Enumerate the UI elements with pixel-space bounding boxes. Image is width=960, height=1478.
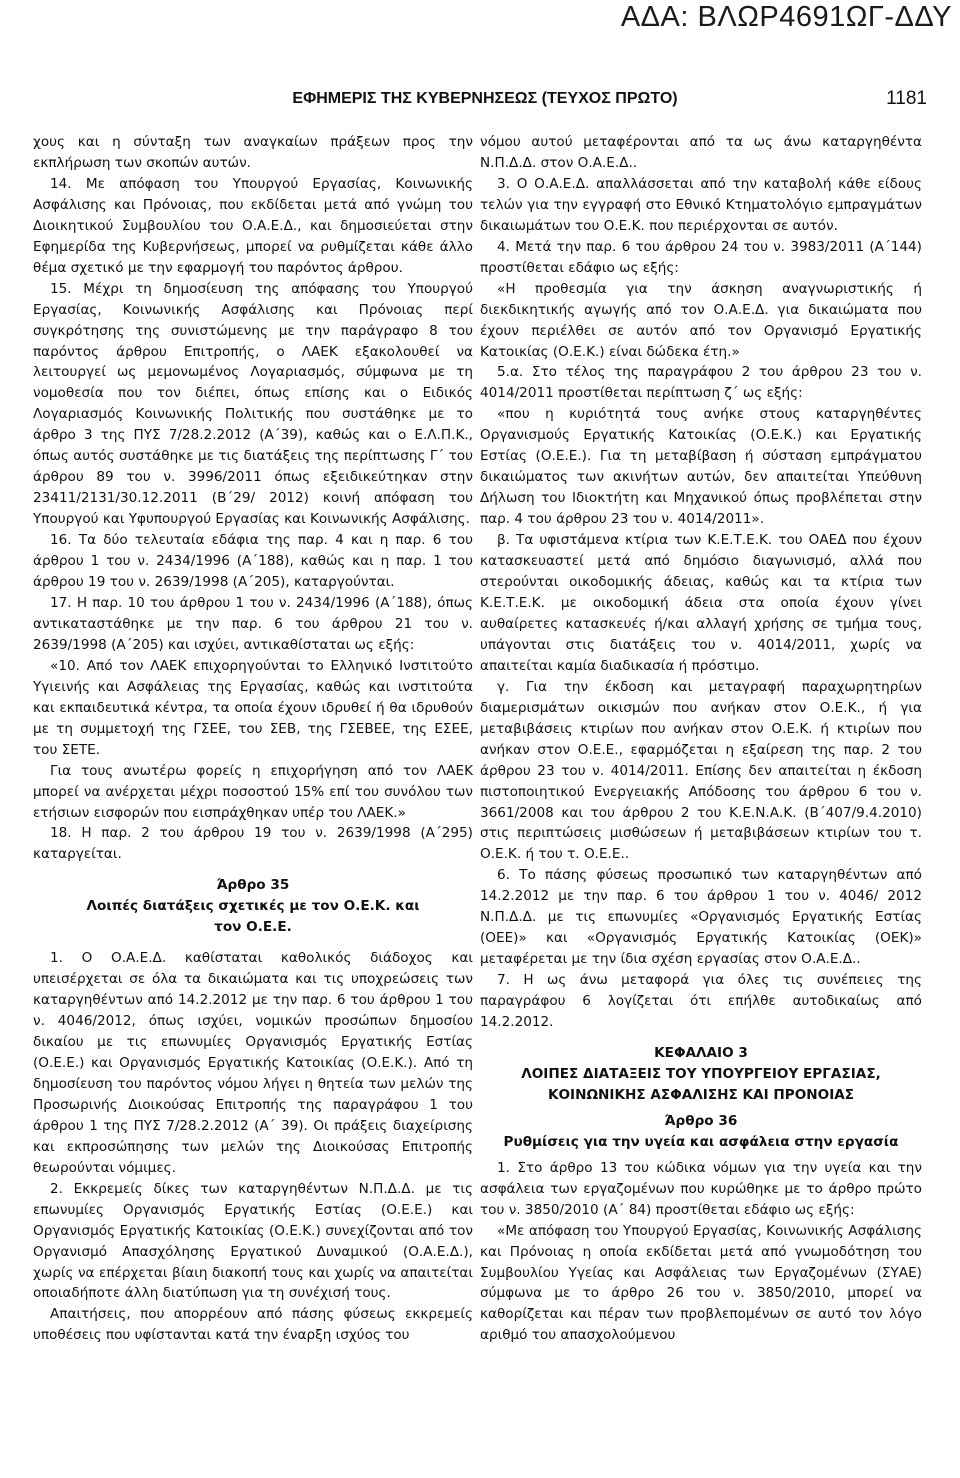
page-header	[0, 88, 960, 112]
paragraph: 6. Το πάσης φύσεως προσωπικό των καταργηθέντων από 14.2.2012 με την παρ. 6 του άρθρου 1 του ν. 4046/ 2012 Ν.Π.Δ.Δ. με τις επωνυμίες «Οργανισμός Εργατικής Εστίας (ΟΕΕ)» και «Οργανισμός Εργατικής Κατοικίας (ΟΕΚ)» μεταφέρεται με την ίδια σχέση εργασίας στον Ο.Α.Ε.Δ..	[480, 867, 922, 968]
right-column	[480, 132, 922, 1346]
chapter-subtitle: ΛΟΙΠΕΣ ΔΙΑΤΑΞΕΙΣ ΤΟΥ ΥΠΟΥΡΓΕΙΟΥ ΕΡΓΑΣΙΑΣ, ΚΟΙΝΩΝΙΚΗΣ ΑΣΦΑΛΙΣΗΣ ΚΑΙ ΠΡΟΝΟΙΑΣ	[521, 1065, 881, 1103]
paragraph: Απαιτήσεις, που απορρέουν από πάσης φύσεως εκκρεμείς υποθέσεις που υφίστανται κατά την έναρξη ισχύος του	[33, 1306, 473, 1344]
paragraph: 17. Η παρ. 10 του άρθρου 1 του ν. 2434/1996 (Α΄188), όπως αντικαταστάθηκε με την παρ. 6 του άρθρου 21 του ν. 2639/1998 (Α΄205) και ισχύει, αντικαθίσταται ως εξής:	[33, 594, 473, 653]
paragraph: 2. Εκκρεμείς δίκες των καταργηθέντων Ν.Π.Δ.Δ. με τις επωνυμίες Οργανισμός Εργατικής Εστίας (Ο.Ε.Ε.) και Οργανισμός Εργατικής Κατοικίας (Ο.Ε.Κ.) συνεχίζονται από τον Οργανισμό Απασχόλησης Εργατικού Δυναμικού (Ο.Α.Ε.Δ.), χωρίς να επέρχεται βίαιη διακοπή τους και χωρίς να απαιτείται οποιαδήποτε άλλη διατύπωση για τη συνέχισή τους.	[33, 1180, 473, 1302]
paragraph: 7. Η ως άνω μεταφορά για όλες τις συνέπειες της παραγράφου 6 λογίζεται ότι επήλθε αυτοδικαίως από 14.2.2012.	[480, 972, 922, 1031]
paragraph: χους και η σύνταξη των αναγκαίων πράξεων προς την εκπλήρωση των σκοπών αυτών.	[33, 134, 473, 171]
article-subtitle: Ρυθμίσεις για την υγεία και ασφάλεια στην εργασία	[503, 1133, 899, 1150]
paragraph: 1. Στο άρθρο 13 του κώδικα νόμων για την υγεία και την ασφάλεια των εργαζομένων που κυρώθηκε με το άρθρο πρώτο του ν. 3850/2010 (Α΄ 84) προστίθεται εδάφιο ως εξής:	[480, 1159, 922, 1218]
paragraph: γ. Για την έκδοση και μεταγραφή παραχωρητηρίων διαμερισμάτων οικισμών που ανήκαν στον Ο.Ε.Κ., ή για μεταβιβάσεις κτιρίων που ανήκαν στον Ο.Ε.Κ. ή κτιρίων που ανήκαν στον Ο.Ε.Ε., εφαρμόζεται η εξαίρεση της παρ. 2 του άρθρου 23 του ν. 4014/2011. Επίσης δεν απαιτείται η έκδοση πιστοποιητικού Ενεργειακής Απόδοσης του άρθρου 6 του ν. 3661/2008 και του άρθρου 2 του Κ.Ε.Ν.Α.Κ. (Β΄407/9.4.2010) στις περιπτώσεις μισθώσεων ή μεταβιβάσεων κτιρίων του τ. Ο.Ε.Κ. ή του τ. Ο.Ε.Ε..	[480, 678, 922, 863]
paragraph: «Με απόφαση του Υπουργού Εργασίας, Κοινωνικής Ασφάλισης και Πρόνοιας η οποία εκδίδεται μετά από γνωμοδότηση του Συμβουλίου Υγείας και Ασφάλειας των Εργαζομένων (ΣΥΑΕ) σύμφωνα με το άρθρο 26 του ν. 3850/2010, μπορεί να καθορίζεται και πέραν των προβλεπομένων σε αυτό τον λόγο αριθμό του απασχολούμενου	[480, 1222, 922, 1344]
left-column	[33, 132, 473, 1346]
gazette-title: ΕΦΗΜΕΡΙΣ ΤΗΣ ΚΥΒΕΡΝΗΣΕΩΣ (ΤΕΥΧΟΣ ΠΡΩΤΟ)	[292, 90, 678, 107]
paragraph: «10. Από τον ΛΑΕΚ επιχορηγούνται το Ελληνικό Ινστιτούτο Υγιεινής και Ασφάλειας της Εργασίας, καθώς και ινστιτούτα και εκπαιδευτικά κέντρα, τα οποία έχουν ιδρυθεί ή θα ιδρυθούν με τη συμμετοχή της ΓΣΕΕ, του ΣΕΒ, της ΓΣΕΒΕΕ, της ΕΣΕΕ, του ΣΕΤΕ.	[33, 657, 473, 758]
article-title: Άρθρο 36	[664, 1112, 738, 1129]
paragraph: β. Τα υφιστάμενα κτίρια των Κ.Ε.Τ.Ε.Κ. του ΟΑΕΔ που έχουν κατασκευαστεί μετά από δημόσιο διαγωνισμό, αλλά που στερούνται οικοδομικής άδειας, καθώς και τα κτίρια των Κ.Ε.Τ.Ε.Κ. με οικοδομική άδεια στα οποία έχουν γίνει αυθαίρετες κατασκευές ή/και αλλαγή χρήσης σε τμήμα τους, υπάγονται στις διατάξεις του ν. 4014/2011, χωρίς να απαιτείται καμία διαδικασία ή πρόστιμο.	[480, 532, 922, 674]
paragraph: «που η κυριότητά τους ανήκε στους καταργηθέντες Οργανισμούς Εργατικής Κατοικίας (Ο.Ε.Κ.) και Εργατικής Εστίας (Ο.Ε.Ε.). Για τη μεταβίβαση ή σύσταση εμπράγματου δικαιώματος των ακινήτων αυτών, δεν απαιτείται Υπεύθυνη Δήλωση του Ιδιοκτήτη και Μηχανικού όπως προβλέπεται στην παρ. 4 του άρθρου 23 του ν. 4014/2011».	[480, 406, 922, 528]
article-title: Άρθρο 35	[216, 877, 290, 894]
paragraph: «Η προθεσμία για την άσκηση αναγνωριστικής ή διεκδικητικής αγωγής από τον Ο.Α.Ε.Δ. για δικαιώματα που έχουν περιέλθει σε αυτόν από τον Οργανισμό Εργατικής Κατοικίας (Ο.Ε.Κ.) είναι δώδεκα έτη.»	[480, 280, 922, 360]
paragraph: 14. Με απόφαση του Υπουργού Εργασίας, Κοινωνικής Ασφάλισης και Πρόνοιας, που εκδίδεται μετά από γνώμη του Διοικητικού Συμβουλίου του Ο.Α.Ε.Δ., και δημοσιεύεται στην Εφημερίδα της Κυβερνήσεως, μπορεί να ρυθμίζεται κάθε άλλο θέμα σχετικό με την εφαρμογή του παρόντος άρθρου.	[33, 175, 473, 276]
paragraph: νόμου αυτού μεταφέρονται από τα ως άνω καταργηθέντα Ν.Π.Δ.Δ. στον Ο.Α.Ε.Δ..	[480, 134, 922, 171]
ada-code: ΑΔΑ: ΒΛΩΡ4691ΩΓ-ΔΔΥ	[620, 1, 952, 33]
paragraph: 5.α. Στο τέλος της παραγράφου 2 του άρθρου 23 του ν. 4014/2011 προστίθεται περίπτωση ζ΄ ως εξής:	[480, 364, 922, 402]
paragraph: 15. Μέχρι τη δημοσίευση της απόφασης του Υπουργού Εργασίας, Κοινωνικής Ασφάλισης και Πρόνοιας περί συγκρότησης της συνιστώμενης με την παράγραφο 8 του παρόντος άρθρου Επιτροπής, ο ΛΑΕΚ εξακολουθεί να λειτουργεί ως μεμονωμένος Λογαριασμός, σύμφωνα με τη νομοθεσία που τον διέπει, όπως επίσης και ο Ειδικός Λογαριασμός Κοινωνικής Πολιτικής που συστάθηκε με το άρθρο 3 της ΠΥΣ 7/28.2.2012 (Α΄39), καθώς και ο Ε.Λ.Π.Κ., όπως αυτός συστάθηκε με τις διατάξεις της περίπτωσης Γ΄ του άρθρου 89 του ν. 3996/2011 όπως εξειδικεύτηκαν στην 23411/2131/30.12.2011 (Β΄29/ 2012) κοινή απόφαση του Υπουργού και Υφυπουργού Εργασίας και Κοινωνικής Ασφάλισης.	[33, 280, 473, 528]
page-number: 1181	[886, 88, 927, 109]
chapter-title: ΚΕΦΑΛΑΙΟ 3	[654, 1044, 748, 1061]
paragraph: 1. Ο Ο.Α.Ε.Δ. καθίσταται καθολικός διάδοχος και υπεισέρχεται σε όλα τα δικαιώματα και τις υποχρεώσεις των καταργηθέντων από 14.2.2012 με την παρ. 6 του άρθρου 1 του ν. 4046/2012, όπως ισχύει, νομικών προσώπων δημοσίου δικαίου με τις επωνυμίες Οργανισμός Εργατικής Εστίας (Ο.Ε.Ε.) και Οργανισμός Εργατικής Κατοικίας (Ο.Ε.Κ.). Από τη δημοσίευση του παρόντος νόμου λήγει η θητεία των μελών της Προσωρινής Διοικούσας Επιτροπής της παραγράφου 1 του άρθρου 1 της ΠΥΣ 7/28.2.2012 (Α΄ 39). Οι πράξεις διαχείρισης και εκπροσώπησης των μελών της Διοικούσας Επιτροπής θεωρούνται νόμιμες.	[33, 950, 473, 1176]
paragraph: Για τους ανωτέρω φορείς η επιχορήγηση από τον ΛΑΕΚ μπορεί να ανέρχεται μέχρι ποσοστού 15% επί του συνόλου των ετήσιων εισφορών που εισπράχθηκαν υπέρ του ΛΑΕΚ.»	[33, 762, 473, 821]
paragraph: 18. Η παρ. 2 του άρθρου 19 του ν. 2639/1998 (Α΄295) καταργείται.	[33, 825, 473, 863]
paragraph: 16. Τα δύο τελευταία εδάφια της παρ. 4 και η παρ. 6 του άρθρου 1 του ν. 2434/1996 (Α΄188), καθώς και η παρ. 1 του άρθρου 19 του ν. 2639/1998 (Α΄205), καταργούνται.	[33, 532, 473, 591]
article-subtitle: Λοιπές διατάξεις σχετικές με τον Ο.Ε.Κ. και τον Ο.Ε.Ε.	[86, 898, 420, 936]
paragraph: 4. Μετά την παρ. 6 του άρθρου 24 του ν. 3983/2011 (Α΄144) προστίθεται εδάφιο ως εξής:	[480, 238, 922, 276]
paragraph: 3. Ο Ο.Α.Ε.Δ. απαλλάσσεται από την καταβολή κάθε είδους τελών για την εγγραφή στο Εθνικό Κτηματολόγιο εμπραγμάτων δικαιωμάτων του Ο.Ε.Κ. που περιέρχονται σε αυτόν.	[480, 175, 922, 234]
